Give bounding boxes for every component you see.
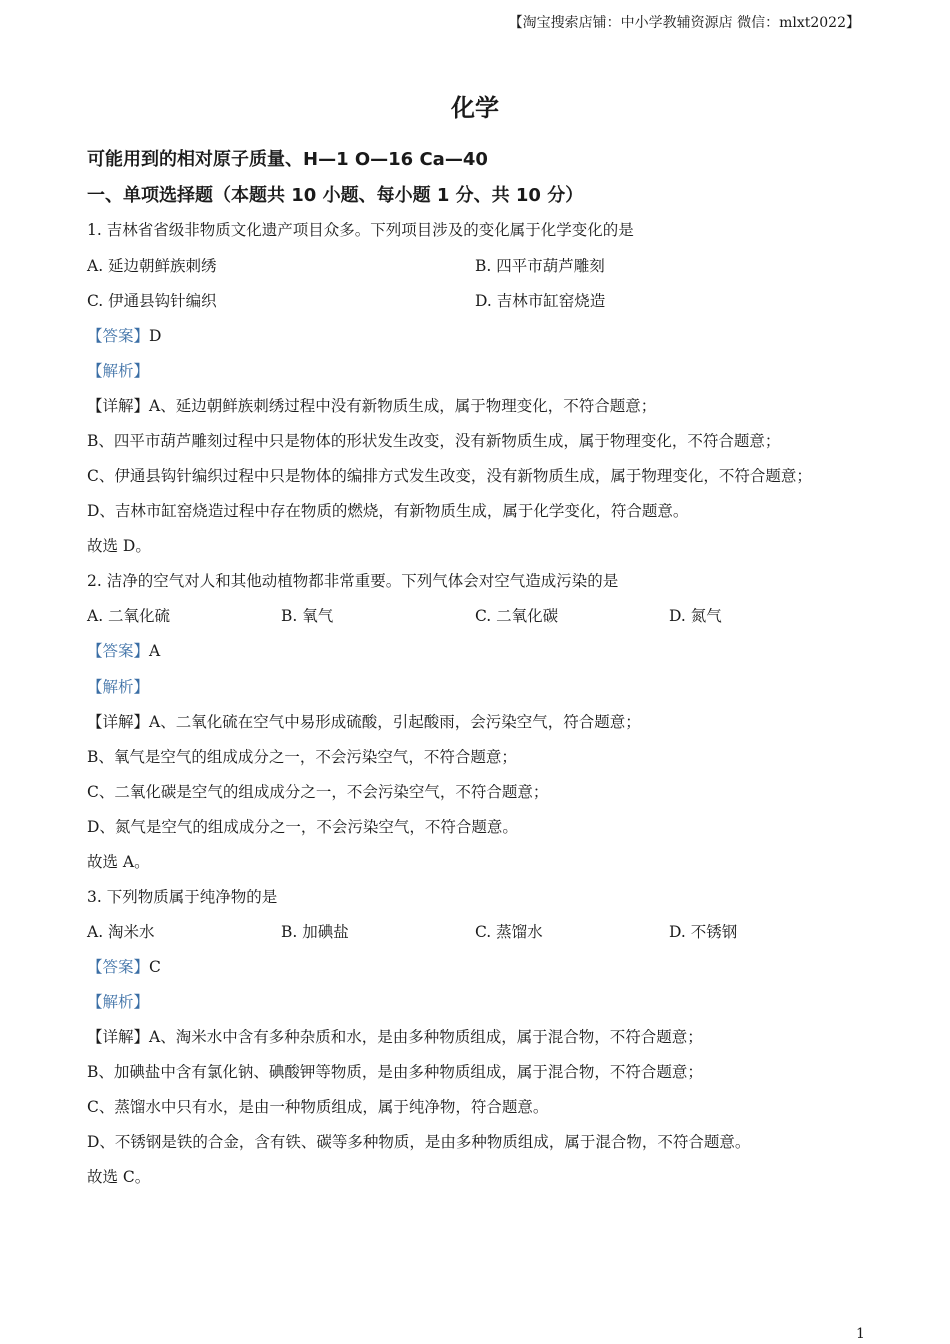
q3-option-c: C. 蒸馏水 (475, 923, 543, 941)
q1-option-a: A. 延边朝鲜族刺绣 (87, 257, 217, 275)
question-3-stem: 3. 下列物质属于纯净物的是 (87, 888, 278, 906)
page-number: 1 (856, 1326, 865, 1342)
q1-analysis-tag: 【解析】 (87, 362, 150, 380)
page-header-note: 【淘宝搜索店铺：中小学教辅资源店 微信：mlxt2022】 (508, 15, 860, 31)
q2-analysis-tag: 【解析】 (87, 678, 150, 696)
q2-detail-line: C、二氧化碳是空气的组成成分之一，不会污染空气，不符合题意； (87, 783, 549, 801)
section-heading: 一、单项选择题（本题共 10 小题、每小题 1 分、共 10 分） (87, 185, 584, 206)
q3-option-a: A. 淘米水 (87, 923, 155, 941)
q3-option-b: B. 加碘盐 (281, 923, 349, 941)
q3-analysis-tag: 【解析】 (87, 993, 150, 1011)
question-2-stem: 2. 洁净的空气对人和其他动植物都非常重要。下列气体会对空气造成污染的是 (87, 572, 619, 590)
q2-detail-line: 【详解】A、二氧化硫在空气中易形成硫酸，引起酸雨，会污染空气，符合题意； (87, 713, 641, 731)
answer-tag: 【答案】 (87, 642, 150, 660)
q2-option-d: D. 氮气 (669, 607, 722, 625)
q1-answer (87, 324, 161, 346)
question-1-stem: 1. 吉林省省级非物质文化遗产项目众多。下列项目涉及的变化属于化学变化的是 (87, 221, 634, 239)
q2-option-c: C. 二氧化碳 (475, 607, 559, 625)
q2-detail-line: D、氮气是空气的组成成分之一，不会污染空气，不符合题意。 (87, 818, 518, 836)
q3-detail-line: C、蒸馏水中只有水，是由一种物质组成，属于纯净物，符合题意。 (87, 1098, 549, 1116)
q1-conclusion: 故选 D。 (87, 537, 151, 555)
answer-tag: 【答案】 (87, 958, 150, 976)
q3-detail-line: D、不锈钢是铁的合金，含有铁、碳等多种物质，是由多种物质组成，属于混合物，不符合题意。 (87, 1133, 751, 1151)
q2-detail-line: B、氧气是空气的组成成分之一，不会污染空气，不符合题意； (87, 748, 517, 766)
atomic-mass-line: 可能用到的相对原子质量、H—1 O—16 Ca—40 (87, 149, 488, 170)
q3-answer-value: C (149, 958, 161, 976)
q1-detail-line: B、四平市葫芦雕刻过程中只是物体的形状发生改变，没有新物质生成，属于物理变化，不符合题意； (87, 432, 781, 450)
q3-detail-line: B、加碘盐中含有氯化钠、碘酸钾等物质，是由多种物质组成，属于混合物，不符合题意； (87, 1063, 703, 1081)
page-title: 化学 (451, 94, 499, 122)
q1-detail-line: D、吉林市缸窑烧造过程中存在物质的燃烧，有新物质生成，属于化学变化，符合题意。 (87, 502, 689, 520)
q1-detail-line: C、伊通县钩针编织过程中只是物体的编排方式发生改变，没有新物质生成，属于物理变化，不符合题意； (87, 467, 812, 485)
answer-tag: 【答案】 (87, 327, 150, 345)
q2-conclusion: 故选 A。 (87, 853, 150, 871)
q2-option-a: A. 二氧化硫 (87, 607, 171, 625)
q3-answer (87, 955, 161, 977)
q1-answer-value: D (149, 327, 162, 345)
q3-detail-line: 【详解】A、淘米水中含有多种杂质和水，是由多种物质组成，属于混合物，不符合题意； (87, 1028, 703, 1046)
q3-conclusion: 故选 C。 (87, 1168, 151, 1186)
q1-option-b: B. 四平市葫芦雕刻 (475, 257, 605, 275)
q2-answer (87, 639, 160, 661)
q3-option-d: D. 不锈钢 (669, 923, 738, 941)
q1-option-d: D. 吉林市缸窑烧造 (475, 292, 606, 310)
q2-option-b: B. 氧气 (281, 607, 334, 625)
q2-answer-value: A (149, 642, 161, 660)
q1-detail-line: 【详解】A、延边朝鲜族刺绣过程中没有新物质生成，属于物理变化，不符合题意； (87, 397, 657, 415)
q1-option-c: C. 伊通县钩针编织 (87, 292, 217, 310)
